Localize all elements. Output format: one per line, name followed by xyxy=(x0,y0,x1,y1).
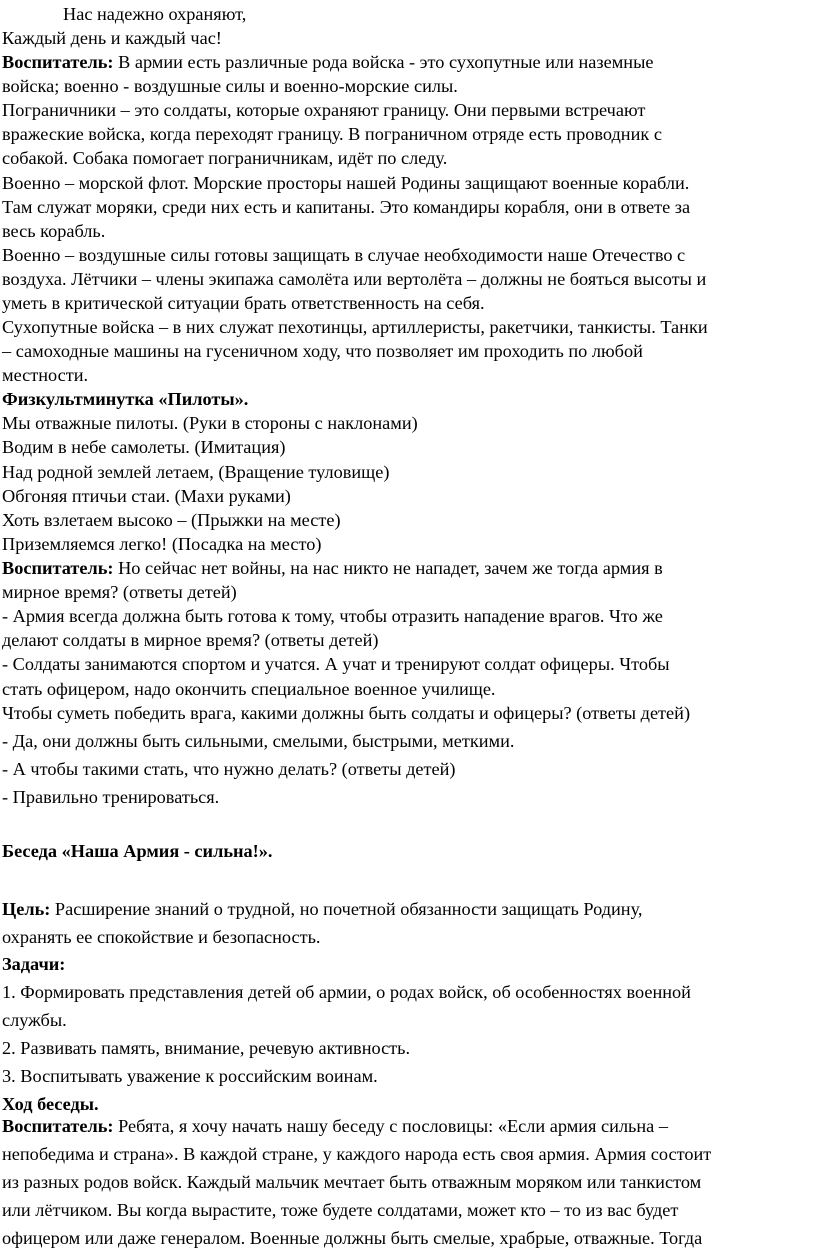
fizkult-line: Приземляемся легко! (Посадка на место) xyxy=(2,534,322,555)
poem-ending xyxy=(2,2,814,50)
goal-text: охранять ее спокойствие и безопасность. xyxy=(2,927,321,947)
task-item: службы. xyxy=(2,1010,67,1030)
dialog-block-1 xyxy=(2,604,814,725)
paragraph-text: войска; военно - воздушные силы и военно-морские силы. xyxy=(2,76,458,97)
fizkult-line: Водим в небе самолеты. (Имитация) xyxy=(2,437,286,458)
task-item: 2. Развивать память, внимание, речевую активность. xyxy=(2,1038,411,1058)
paragraph-text: офицером или даже генералом. Военные должны быть смелые, храбрые, отважные. Тогда xyxy=(2,1228,703,1248)
tasks-section xyxy=(2,950,814,1118)
paragraph-border-guards xyxy=(2,98,814,171)
paragraph-text: В армии есть различные рода войска - это сухопутные или наземные xyxy=(113,52,654,72)
paragraph-air-force xyxy=(2,243,814,316)
paragraph-line: Военно – морской флот. Морские просторы нашей Родины защищают военные корабли. xyxy=(2,173,690,193)
goal-text: Расширение знаний о трудной, но почетной обязанности защищать Родину, xyxy=(50,899,643,919)
paragraph-educator-2 xyxy=(2,556,814,604)
paragraph-ground-forces xyxy=(2,315,814,388)
poem-line: Нас надежно охраняют, xyxy=(63,4,247,24)
paragraph-line: собакой. Собака помогает пограничникам, идёт по следу. xyxy=(2,148,448,169)
poem-line: Каждый день и каждый час! xyxy=(2,28,222,49)
goal-paragraph xyxy=(2,895,814,951)
speaker-label: Воспитатель: xyxy=(2,1116,114,1136)
task-item: 1. Формировать представления детей об армии, о родах войск, об особенностях военной xyxy=(2,982,691,1002)
paragraph-text: из разных родов войск. Каждый мальчик мечтает быть отважным моряком или танкистом xyxy=(2,1172,702,1192)
paragraph-text: Но сейчас нет войны, на нас никто не нападет, зачем же тогда армия в xyxy=(113,558,663,578)
dialog-line: - А чтобы такими стать, что нужно делать? (ответы детей) xyxy=(2,759,456,779)
speaker-label: Воспитатель: xyxy=(2,52,114,72)
paragraph-line: местности. xyxy=(2,365,89,386)
fizkultminutka-section xyxy=(2,387,814,556)
beseda-title: Беседа «Наша Армия - сильна!». xyxy=(2,841,273,861)
paragraph-text: мирное время? (ответы детей) xyxy=(2,582,237,603)
task-item: 3. Воспитывать уважение к российским воинам. xyxy=(2,1066,378,1086)
dialog-line: Чтобы суметь победить врага, какими должны быть солдаты и офицеры? (ответы детей) xyxy=(2,702,691,723)
paragraph-line: воздуха. Лётчики – члены экипажа самолёта или вертолёта – должны не бояться высоты и xyxy=(2,269,707,290)
paragraph-line: Военно – воздушные силы готовы защищать в случае необходимости наше Отечество с xyxy=(2,245,686,265)
paragraph-educator-3 xyxy=(2,1112,814,1252)
dialog-line: - Правильно тренироваться. xyxy=(2,787,220,807)
paragraph-text: непобедима и страна». В каждой стране, у каждого народа есть своя армия. Армия состоит xyxy=(2,1144,712,1164)
paragraph-line: Пограничники – это солдаты, которые охраняют границу. Они первыми встречают xyxy=(2,100,646,120)
dialog-line: делают солдаты в мирное время? (ответы детей) xyxy=(2,630,379,651)
fizkult-line: Мы отважные пилоты. (Руки в стороны с наклонами) xyxy=(2,413,418,434)
goal-label: Цель: xyxy=(2,899,51,919)
paragraph-line: – самоходные машины на гусеничном ходу, что позволяет им проходить по любой xyxy=(2,341,643,362)
paragraph-line: Сухопутные войска – в них служат пехотинцы, артиллеристы, ракетчики, танкисты. Танки xyxy=(2,317,708,337)
paragraph-line: Там служат моряки, среди них есть и капитаны. Это командиры корабля, они в ответе за xyxy=(2,197,691,218)
paragraph-line: весь корабль. xyxy=(2,221,106,242)
fizkult-line: Хоть взлетаем высоко – (Прыжки на месте) xyxy=(2,510,341,531)
fizkult-heading: Физкультминутка «Пилоты». xyxy=(2,389,249,409)
speaker-label: Воспитатель: xyxy=(2,558,114,578)
fizkult-line: Обгоняя птичьи стаи. (Махи руками) xyxy=(2,485,291,506)
fizkult-line: Над родной землей летаем, (Вращение туловище) xyxy=(2,461,390,482)
dialog-line: - Солдаты занимаются спортом и учатся. А учат и тренируют солдат офицеры. Чтобы xyxy=(2,654,670,675)
paragraph-line: вражеские войска, когда переходят границу. В пограничном отряде есть проводник с xyxy=(2,124,662,145)
dialog-line: - Армия всегда должна быть готова к тому, чтобы отразить нападение врагов. Что же xyxy=(2,606,663,626)
tasks-heading: Задачи: xyxy=(2,954,66,974)
dialog-line: - Да, они должны быть сильными, смелыми, быстрыми, меткими. xyxy=(2,731,515,751)
paragraph-text: или лётчиком. Вы когда вырастите, тоже будете солдатами, может кто – то из вас будет xyxy=(2,1200,679,1220)
paragraph-educator-1 xyxy=(2,50,814,98)
hod-heading: Ход беседы. xyxy=(2,1094,99,1114)
dialog-line: стать офицером, надо окончить специальное военное училище. xyxy=(2,678,496,699)
paragraph-line: уметь в критической ситуации брать ответственность на себя. xyxy=(2,293,485,314)
paragraph-navy xyxy=(2,171,814,244)
dialog-block-2 xyxy=(2,727,814,811)
paragraph-text: Ребята, я хочу начать нашу беседу с пословицы: «Если армия сильна – xyxy=(113,1116,669,1136)
